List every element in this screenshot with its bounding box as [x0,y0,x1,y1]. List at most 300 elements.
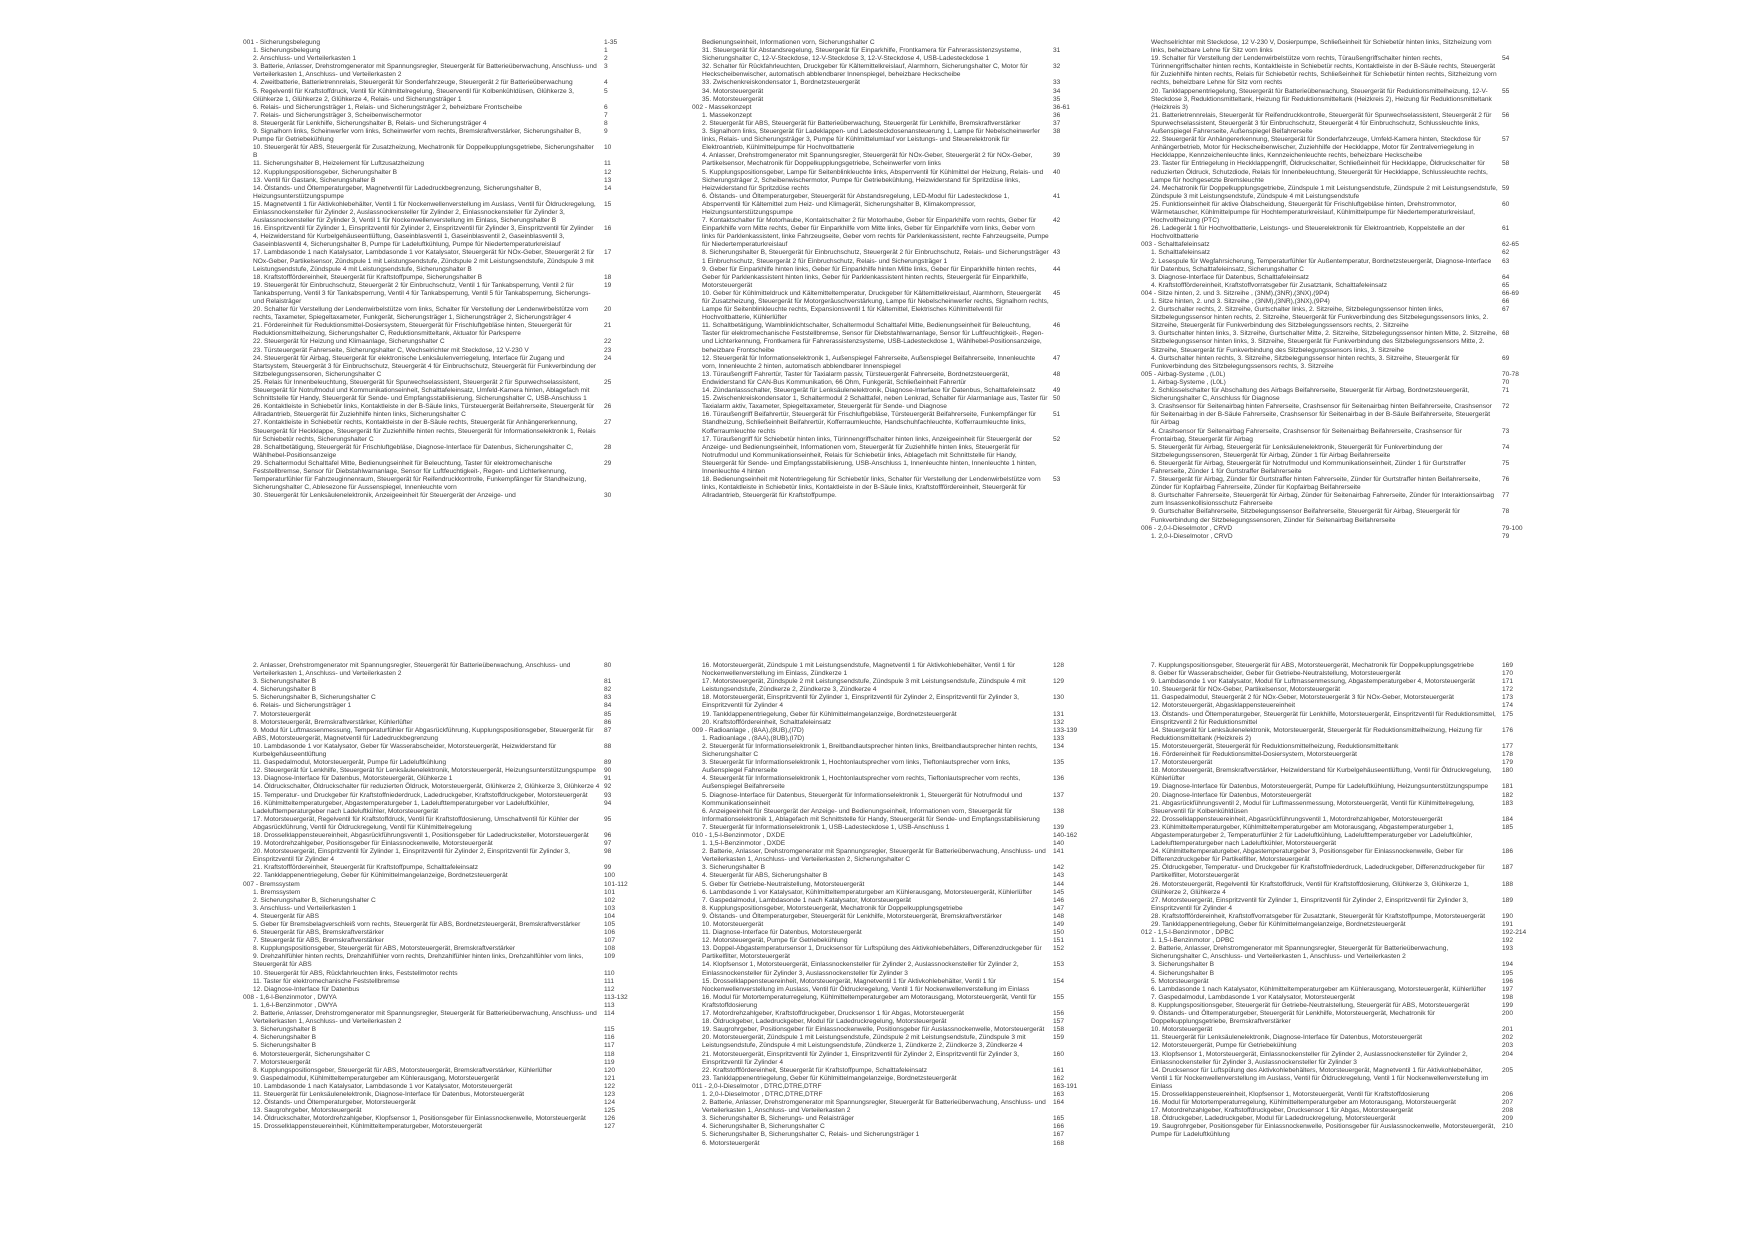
toc-entry-page: 26 [604,403,612,411]
toc-entry [692,1018,1087,1026]
toc-entry-title: 9. Ölstands- und Öltemperaturgeber, Steuergerät für Lenkhilfe, Motorsteuergerät, Bremskraftverstärker [702,912,1002,920]
toc-entry-title: 17. Motordrehzahlgeber, Kraftstoffdruckgeber, Drucksensor 1 für Abgas, Motorsteuergerät [702,1010,964,1018]
toc-entry-title: 20. Tankklappenentriegelung, Steuergerät für Batterieüberwachung, Steuergerät für Reduktionsmittelheizung, 12-V-Steckdose 3, Reduktionsmitteltank, Heizung für Reduktionsmitteltank (Heizkreis 2), Heizung für Reduktionsmitteltank (Heizkreis 3) [1151,87,1492,111]
toc-entry-title: 4. Gurtschalter hinten rechts, 3. Sitzreihe, Sitzbelegungssensor hinten rechts, 3. Sitzreihe, Steuergerät für Funkverbindung des Sitzbelegungssensors rechts, 3. Sitzreihe [1151,354,1460,370]
toc-section-entry [243,881,638,889]
toc-entry-title: 12. Diagnose-Interface für Datenbus [253,985,360,993]
toc-entry-page: 162 [1053,1074,1065,1082]
toc-entry-page: 77 [1502,492,1510,500]
toc-entry [243,945,638,953]
toc-entry-page: 66-69 [1502,289,1519,297]
toc-entry-page: 90 [604,767,612,775]
toc-entry-page: 192 [1502,937,1514,945]
toc-entry-page: 75 [1502,459,1510,467]
toc-entry-title: 7. Relais- und Sicherungsträger 3, Scheibenwischermotor [253,111,422,119]
toc-entry [243,322,638,338]
toc-entry [1141,136,1536,160]
toc-entry-title: 18. Öldruckgeber, Ladedruckgeber, Modul für Ladedruckregelung, Motorsteuergerät [1151,1115,1396,1123]
toc-entry-page: 4 [604,79,608,87]
toc-entry [692,249,1087,265]
toc-entry [243,249,638,273]
toc-entry-page: 165 [1053,1115,1065,1123]
toc-entry-page: 167 [1053,1131,1065,1139]
toc-entry-title: 9. Geber für Einparkhilfe hinten links, Geber für Einparkhilfe hinten Mitte links, Geber für Einparkhilfe hinten rechts, Geber für Parklenkassistent hinten links, Geber für Parklenkassistent hinten rechts, Steuergerät für Einparkhilfe, Motorsteuergerät [702,265,1037,289]
toc-entry [1141,1026,1536,1034]
toc-entry-page: 176 [1502,726,1514,734]
toc-entry [692,994,1087,1010]
toc-entry-page: 163 [1053,1090,1065,1098]
toc-entry-page: 93 [604,791,612,799]
toc-entry-page: 156 [1053,1010,1065,1018]
toc-entry-page: 181 [1502,783,1514,791]
toc-entry [1141,913,1536,921]
toc-entry [243,840,638,848]
toc-entry [243,986,638,994]
toc-entry-page: 199 [1502,1001,1514,1009]
toc-entry-page: 164 [1053,1099,1065,1107]
toc-entry [692,897,1087,905]
toc-entry-title: 10. Steuergerät für NOx-Geber, Partikelsensor, Motorsteuergerät [1151,686,1341,694]
toc-entry-page: 19 [604,281,612,289]
toc-entry-page: 56 [1502,111,1510,119]
toc-entry-page: 94 [604,799,612,807]
toc-entry [692,112,1087,120]
toc-entry [243,792,638,800]
toc-entry [692,848,1087,864]
toc-entry [1141,848,1536,864]
toc-entry-title: 11. Gaspedalmodul, Steuergerät 2 für NOx-Geber, Motorsteuergerät 3 für NOx-Geber, Motorsteuergerät [1151,694,1454,702]
toc-entry-title: 1. 2,0-l-Dieselmotor , CRVD [1151,532,1233,540]
toc-entry [1141,55,1536,87]
toc-entry-title: 13. Ölstands- und Öltemperaturgeber, Steuergerät für Lenkhilfe, Motorsteuergerät, Einspritzventil für Reduktionsmittel, Einspritzventil 2 für Reduktionsmittel [1151,710,1496,726]
toc-entry-page: 108 [604,945,616,953]
toc-entry-page: 146 [1053,896,1065,904]
toc-entry-title: 2. Anschluss- und Verteilerkasten 1 [253,55,356,63]
toc-entry-title: 9. Signalhorn links, Scheinwerfer vorn links, Scheinwerfer vorn rechts, Bremskraftverstärker, Sicherungshalter B, Pumpe für Getriebekühlung [253,128,581,144]
toc-entry-title: 5. Motorsteuergerät [1151,977,1209,985]
toc-entry-title: 13. Türaußengriff Fahrertür, Taster für Taxialarm passiv, Türsteuergerät Fahrerseite, Bordnetzsteuergerät, Endwiderstand für CAN-Bus Kommunikation, 66 Ohm, Funkgerät, Schließeinheit Fahrertür [702,370,1010,386]
toc-entry-title: 2. Schlüsselschalter für Abschaltung des Airbags Beifahrerseite, Steuergerät für Airbag, Bordnetzsteuergerät, Sicherungshalter C, Anschluss für Diagnose [1151,387,1470,403]
toc-entry-title: 4. Sicherungshalter B [253,1034,317,1042]
toc-entry [692,217,1087,249]
toc-entry-page: 43 [1053,249,1061,257]
toc-entry-title: 15. Drosselklappensteuereinheit, Motorsteuergerät, Magnetventil 1 für Aktivkohlebehälter, Ventil 1 für Nockenwellenverstellung im Auslass, Ventil für Öldruckregelung, Ventil 1 für Nockenwellenverstellung im Einlass [702,977,1030,993]
toc-entry-page: 76 [1502,476,1510,484]
toc-entry [243,767,638,775]
toc-entry-title: 17. Motordrehzahlgeber, Kraftstoffdruckgeber, Drucksensor 1 für Abgas, Motorsteuergerät [1151,1107,1413,1115]
toc-entry-title: 1. Airbag-Systeme , (L0L) [1151,378,1226,386]
toc-entry [692,395,1087,411]
toc-entry [1141,508,1536,524]
toc-entry-page: 166 [1053,1123,1065,1131]
toc-entry-title: 22. Drosselklappensteuereinheit, Abgasrückführungsventil 1, Motordrehzahlgeber, Motorsteuergerät [1151,815,1443,823]
toc-entry-page: 21 [604,322,612,330]
toc-entry [1141,1099,1536,1107]
toc-entry-title: 19. Saugrohrgeber, Positionsgeber für Einlassnockenwelle, Positionsgeber für Auslassnockenwelle, Motorsteuergerät [702,1026,1045,1034]
toc-entry-page: 132 [1053,718,1065,726]
toc-column [243,39,638,500]
toc-entry [243,88,638,104]
toc-entry-page: 183 [1502,799,1514,807]
toc-entry [692,808,1087,824]
toc-entry [243,120,638,128]
toc-entry-page: 205 [1502,1066,1514,1074]
toc-entry-page: 65 [1502,281,1510,289]
toc-entry-title: 11. Steuergerät für Lenksäulenelektronik, Diagnose-Interface für Datenbus, Motorsteuergerät [253,1090,525,1098]
toc-entry-title: 17. Türaußengriff für Schiebetür hinten links, Türinnengriffschalter hinten links, Anzeigeeinheit für Steuergerät der Anzeige- und Bedienungseinheit, Informationen vorn, Steuergerät für Zuziehhilfe hinten links, Steuergerät für Notrufmodul und Kommunikationseinheit, Relais für Schiebetür links, Ablagefach mit Schnittstelle für Handy, Steuergerät für Sende- und Empfangsstabilisierung, USB-Anschluss 1, Innenleuchte hinten, Innenleuchte 1 hinten, Innenleuchte 4 hinten [702,435,1037,475]
toc-entry-title: 3. Sicherungshalter B, Sicherungs- und Relaisträger [702,1115,855,1123]
toc-entry-title: 12. Motorsteuergerät, Pumpe für Getriebekühlung [702,937,848,945]
toc-entry-page: 160 [1053,1050,1065,1058]
toc-entry [243,1123,638,1131]
toc-entry-page: 39 [1053,152,1061,160]
toc-entry-title: 12. Motorsteuergerät, Pumpe für Getriebekühlung [1151,1042,1297,1050]
toc-entry [692,678,1087,694]
toc-entry-title: 3. Anschluss- und Verteilerkasten 1 [253,904,356,912]
toc-entry [1141,112,1536,136]
toc-entry-title: 21. Kraftstofffördereinheit, Steuergerät für Kraftstoffpumpe, Schalttafeleinsatz [253,864,479,872]
toc-entry-page: 174 [1502,702,1514,710]
toc-entry [1141,379,1536,387]
toc-entry [1141,1067,1536,1091]
toc-entry-title: 2. Batterie, Anlasser, Drehstromgenerator mit Spannungsregler, Steuergerät für Batterieüberwachung, Anschluss- und Verteilerkasten 1, Anschluss- und Verteilerkasten 2, Sicherungshalter C [702,848,1046,864]
toc-entry-title: 5. Sicherungshalter B, Sicherungshalter C [253,694,376,702]
toc-entry [692,889,1087,897]
toc-entry-title: 4. Steuergerät für Informationselektronik 1, Hochtonlautsprecher vorn rechts, Tieftonlautsprecher vorn rechts, Außenspiegel Beifahrerseite [702,775,1021,791]
toc-section-entry [1141,371,1536,379]
toc-entry-page: 14 [604,184,612,192]
toc-entry-title: 4. Sicherungshalter B [1151,969,1215,977]
toc-entry [243,953,638,969]
toc-entry-title: 11. Taster für elektromechanische Feststellbremse [253,977,400,985]
toc-column [1141,39,1536,541]
toc-entry-title: 33. Zwischenkreiskondensator 1, Bordnetzsteuergerät [702,79,860,87]
toc-entry-page: 134 [1053,742,1065,750]
toc-entry [243,921,638,929]
toc-entry-title: 7. Gaspedalmodul, Lambdasonde 1 vor Katalysator, Motorsteuergerät [1151,993,1355,1001]
toc-section-entry [243,994,638,1002]
toc-entry-title: 16. Motorsteuergerät, Zündspule 1 mit Leistungsendstufe, Magnetventil 1 für Aktivkohlebehälter, Ventil 1 für Nockenwellenverstellung im Einlass, Zündkerze 1 [702,662,1016,678]
toc-entry-title: 4. Anlasser, Drehstromgenerator mit Spannungsregler, Steuergerät für NOx-Geber, Steuergerät 2 für NOx-Geber, Partikelsensor, Mechatronik für Doppelkupplungsgetriebe, Scheinwerfer vorn links [702,152,1033,168]
toc-entry-title: 002 - Massekonzept [692,103,752,111]
toc-entry-title: 1. Schalttafeleinsatz [1151,249,1211,257]
toc-entry [243,872,638,880]
toc-entry [692,711,1087,719]
toc-entry-page: 198 [1502,993,1514,1001]
toc-entry-title: 18. Öldruckgeber, Ladedruckgeber, Modul für Ladedruckregelung, Motorsteuergerät [702,1018,947,1026]
toc-entry-title: 9. Lambdasonde 1 vor Katalysator, Modul für Luftmassenmessung, Abgastemperaturgeber 4, Motorsteuergerät [1151,678,1476,686]
toc-entry-title: 14. Öldruckschalter, Öldruckschalter für reduzierten Öldruck, Motorsteuergerät, Glühkerze 2, Glühkerze 3, Glühkerze 4 [253,783,600,791]
toc-entry-title: 26. Kontaktleiste in Schiebetür links, Kontaktleiste in der B-Säule links, Türsteuergerät Beifahrerseite, Steuergerät für Allradantrieb, Steuergerät für Zuziehhilfe hinten links, Sicherungshalter C [253,403,595,419]
toc-entry-title: 19. Motordrehzahlgeber, Positionsgeber für Einlassnockenwelle, Motorsteuergerät [253,840,493,848]
toc-entry [692,937,1087,945]
toc-entry-page: 69 [1502,354,1510,362]
toc-entry-page: 136 [1053,775,1065,783]
toc-entry-page: 192-214 [1502,929,1527,937]
toc-entry [1141,387,1536,403]
toc-entry [1141,533,1536,541]
toc-entry-title: 23. Kühlmitteltemperaturgeber, Kühlmitteltemperaturgeber am Motorausgang, Abgastemperaturgeber 1, Abgastemperaturgeber 2, Temperaturfühler 2 für Ladeluftkühlung, Ladelufttemperaturgeber vor Ladeluftkühler, Ladelufttemperaturgeber nach Ladeluftkühler, Motorsteuergerät [1151,823,1473,848]
toc-entry-title: 2. Anlasser, Drehstromgenerator mit Spannungsregler, Steuergerät für Batterieüberwachung, Anschluss- und Verteilerkasten 1, Anschluss- und Verteilerkasten 2 [253,662,571,678]
toc-entry-page: 125 [604,1107,616,1115]
toc-entry-title: 010 - 1,5-l-Benzinmotor , DXDE [692,831,785,839]
toc-entry-title: 13. Diagnose-Interface für Datenbus, Motorsteuergerät, Glühkerze 1 [253,775,453,783]
toc-entry [692,945,1087,961]
toc-entry [243,759,638,767]
toc-entry-title: 16. Modul für Motortemperaturregelung, Kühlmitteltemperaturgeber am Motorausgang, Motorsteuergerät, Ventil für Kraftstoffdosierung [702,993,1037,1009]
toc-entry-title: 4. Steuergerät für ABS, Sicherungshalter B [702,872,828,880]
toc-entry-title: 24. Steuergerät für Airbag, Steuergerät für elektronische Lenksäulenverriegelung, Interface für Zugang und Startsystem, Steuergerät 3 für Einbruchschutz, Steuergerät 4 für Einbruchschutz, Steuergerät für Funkverbindung der Sitzbelegungssensoren, Sicherungshalter C [253,354,597,378]
toc-column [692,662,1087,1148]
toc-entry-page: 141 [1053,848,1065,856]
toc-entry-title: 17. Motorsteuergerät [1151,759,1213,767]
toc-entry-page: 8 [604,119,608,127]
toc-entry-page: 96 [604,831,612,839]
toc-entry [243,338,638,346]
toc-entry [1141,670,1536,678]
toc-entry [692,1034,1087,1050]
toc-entry [692,47,1087,63]
toc-entry-page: 5 [604,87,608,95]
toc-entry-page: 196 [1502,977,1514,985]
toc-entry-page: 101-112 [604,880,628,888]
toc-entry-title: 6. Steuergerät für Airbag, Steuergerät für Notrufmodul und Kommunikationseinheit, Zünder 1 für Gurtstraffer Fahrerseite, Zünder 1 für Gurtstraffer Beifahrerseite [1151,459,1466,475]
toc-entry-page: 82 [604,686,612,694]
toc-entry-title: 16. Einspritzventil für Zylinder 1, Einspritzventil für Zylinder 2, Einspritzventil für Zylinder 3, Einspritzventil für Zylinder 4, Heizwiderstand für Kurbelgehäuseentlüftung, Gaseinblasventil 1, Gaseinblasventil 2, Gaseinblasventil 3, Gaseinblasventil 4, Sicherungshalter B, Pumpe für Ladeluftkühlung, Pumpe für Niedertemperaturkreislauf [253,225,594,249]
toc-entry-title: 7. Steuergerät für Airbag, Zünder für Gurtstraffer hinten Fahrerseite, Zünder für Gurtstraffer hinten Beifahrerseite, Zünder für Kopfairbag Fahrerseite, Zünder für Kopfairbag Beifahrerseite [1151,476,1481,492]
toc-entry-title: 28. Schaltbetätigung, Steuergerät für Frischluftgebläse, Diagnose-Interface für Datenbus, Sicherungshalter C, Wählhebel-Positionsanzeige [253,443,573,459]
toc-entry-page: 54 [1502,55,1510,63]
toc-entry-title: 8. Kupplungspositionsgeber, Steuergerät für Getriebe-Neutralstellung, Steuergerät für ABS, Motorsteuergerät [1151,1001,1470,1009]
toc-entry [692,322,1087,354]
toc-entry [1141,330,1536,354]
toc-entry-page: 52 [1053,435,1061,443]
toc-entry-title: 4. Crashsensor für Seitenairbag Fahrerseite, Crashsensor für Seitenairbag Beifahrerseite, Crashsensor für Frontairbag, Steuergerät für Airbag [1151,427,1462,443]
toc-entry-title: 5. Regelventil für Kraftstoffdruck, Ventil für Kühlmittelregelung, Steuerventil für Kolbenkühldüsen, Glühkerze 3, Glühkerze 1, Glühkerze 2, Glühkerze 4, Relais- und Sicherungsträger 1 [253,87,574,103]
toc-entry-title: 3. Sicherungshalter B [253,678,317,686]
toc-entry [243,177,638,185]
toc-entry-title: 20. Motorsteuergerät, Einspritzventil für Zylinder 1, Einspritzventil für Zylinder 2, Einspritzventil für Zylinder 3, Einspritzventil für Zylinder 4 [253,848,570,864]
toc-entry-title: 25. Funktionseinheit für aktive Ölabscheidung, Steuergerät für Frischluftgebläse hinten, Drehstrommotor, Wärmetauscher, Kühlmittelpumpe für Hochtemperaturkreislauf, Kühlmittelpumpe für Niedertemperaturkreislauf, Hochvoltheizung (PTC) [1151,200,1475,225]
toc-entry [1141,694,1536,702]
toc-entry [1141,711,1536,727]
toc-entry-page: 187 [1502,864,1514,872]
toc-entry [692,96,1087,104]
toc-entry-title: 1. 2,0-l-Dieselmotor , DTRC,DTRE,DTRF [702,1090,823,1098]
toc-entry-title: 14. Klopfsensor 1, Motorsteuergerät, Einlassnockensteller für Zylinder 2, Auslassnockensteller für Zylinder 2, Einlassnockensteller für Zylinder 3, Auslassnockensteller für Zylinder 3 [702,961,1019,977]
toc-entry-title: 008 - 1,6-l-Benzinmotor , DWYA [243,993,337,1001]
toc-entry-page: 130 [1053,694,1065,702]
toc-entry-title: 1. 1,5-l-Benzinmotor , DXDE [702,840,786,848]
toc-entry-title: Bedienungseinheit, Informationen vorn, Sicherungshalter C [702,39,875,46]
toc-entry-page: 6 [604,103,608,111]
toc-entry-page: 179 [1502,759,1514,767]
toc-entry [243,1002,638,1010]
toc-entry [243,1010,638,1026]
toc-entry-title: 23. Türsteuergerät Fahrerseite, Sicherungshalter C, Wechselrichter mit Steckdose, 12 V-230 V [253,346,529,354]
toc-entry-page: 178 [1502,751,1514,759]
toc-entry [243,1075,638,1083]
toc-entry-title: 21. Motorsteuergerät, Einspritzventil für Zylinder 1, Einspritzventil für Zylinder 2, Einspritzventil für Zylinder 3, Einspritzventil für Zylinder 4 [702,1050,1019,1066]
toc-entry-page: 143 [1053,872,1065,880]
toc-entry-title: 20. Schalter für Verstellung der Lendenwirbelstütze vorn links, Schalter für Verstellung der Lendenwirbelstütze vorn rechts, Taxameter, Spiegeltaxameter, Funkgerät, Sicherungsträger 1, Sicherungsträger 2, Sicherungsträger 4 [253,306,589,322]
toc-entry-page: 100 [604,872,616,880]
toc-entry-page: 57 [1502,136,1510,144]
toc-entry-page: 109 [604,953,616,961]
toc-entry-title: 18. Kraftstofffördereinheit, Steuergerät für Kraftstoffpumpe, Sicherungshalter B [253,273,483,281]
toc-entry [1141,201,1536,225]
toc-entry [692,913,1087,921]
toc-entry-page: 111 [604,977,615,985]
toc-entry-page: 159 [1053,1034,1065,1042]
toc-entry-title: 1. Sitze hinten, 2. und 3. Sitzreihe , (3NM),(3NR),(3NX),(9P4) [1151,298,1330,305]
toc-entry-title: 8. Kupplungspositionsgeber, Steuergerät für ABS, Motorsteuergerät, Bremskraftverstärker, Kühlerlüfter [253,1066,553,1074]
toc-entry-page: 169 [1502,662,1514,669]
toc-entry [1141,444,1536,460]
toc-entry [1141,816,1536,824]
toc-entry-page: 87 [604,726,612,734]
toc-column [243,662,638,1131]
toc-entry-page: 18 [604,273,612,281]
toc-entry-title: 6. Steuergerät für ABS, Bremskraftverstärker [253,929,384,937]
toc-entry-title: 15. Drosselklappensteuereinheit, Klopfsensor 1, Motorsteuergerät, Ventil für Kraftstoffdosierung [1151,1090,1430,1098]
toc-entry-page: 112 [604,985,615,993]
toc-entry [1141,727,1536,743]
toc-entry-page: 2 [604,55,608,63]
toc-entry-title: 17. Lambdasonde 1 nach Katalysator, Lambdasonde 1 vor Katalysator, Steuergerät für NOx-Geber, Steuergerät 2 für NOx-Geber, Partikelsensor, Zündspule 1 mit Leistungsendstufe, Zündspule 2 mit Leistungsendstufe, Zündspule 3 mit Leistungsendstufe, Zündspule 4 mit Leistungsendstufe, Sicherungshalter B [253,249,595,273]
toc-entry [1141,800,1536,816]
toc-entry-page: 13 [604,176,612,184]
toc-entry-page: 104 [604,912,616,920]
toc-entry-title: 12. Motorsteuergerät, Abgasklappensteuereinheit [1151,702,1296,710]
toc-entry [243,444,638,460]
toc-entry-page: 137 [1053,791,1065,799]
toc-entry-page: 25 [604,378,612,386]
toc-entry-title: 23. Tankklappenentriegelung, Geber für Kühlmittelmangelanzeige, Bordnetzsteuergerät [702,1074,957,1082]
toc-entry-page: 201 [1502,1026,1514,1034]
toc-entry-title: 11. Sicherungshalter B, Heizelement für Luftzusatzheizung [253,160,425,168]
toc-entry [692,775,1087,791]
toc-entry-title: Wechselrichter mit Steckdose, 12 V-230 V, Dosierpumpe, Schließeinheit für Schiebetür hinten links, Sitzheizung vorn links, beheizbare Lehne für Sitz vorn links [1151,39,1492,55]
toc-entry-page: 142 [1053,864,1065,872]
toc-entry [243,79,638,87]
toc-entry-page: 129 [1053,678,1065,686]
toc-entry-title: 12. Steuergerät für Lenkhilfe, Steuergerät für Lenksäulenelektronik, Motorsteuergerät, Heizungsunterstützungspumpe [253,767,597,775]
toc-entry [692,266,1087,290]
toc-entry [243,403,638,419]
toc-entry [1141,1034,1536,1042]
toc-entry-title: 9. Modul für Luftmassenmessung, Temperaturfühler für Abgasrückführung, Kupplungspositionsgeber, Steuergerät für ABS, Motorsteuergerät, Magnetventil für Ladedruckbegrenzung [253,726,594,742]
toc-entry [243,889,638,897]
toc-entry [243,201,638,225]
toc-entry [243,282,638,306]
toc-entry [692,662,1087,678]
toc-entry-page: 30 [604,492,612,500]
toc-entry [1141,39,1536,55]
toc-entry-title: 16. Türaußengriff Beifahrertür, Steuergerät für Frischluftgebläse, Türsteuergerät Beifahrerseite, Funkempfänger für Standheizung, Schließeinheit Beifahrertür, Kofferraumleuchte, Handschuhfachleuchte, Kofferraumleuchte links, Kofferraumleuchte rechts [702,411,1037,435]
toc-entry-title: 13. Doppel-Abgastemperatursensor 1, Drucksensor für Luftspülung des Aktivkohlebehälters, Differenzdruckgeber für Partikelfilter, Motorsteuergerät [702,945,1042,961]
toc-entry-title: 2. Gurtschalter rechts, 2. Sitzreihe, Gurtschalter links, 2. Sitzreihe, Sitzbelegungssensor hinten links, Sitzbelegungssensor hinten rechts, 2. Sitzreihe, Steuergerät für Funkverbindung des Sitzbelegungssensors links, 2. Sitzreihe, Steuergerät für Funkverbindung des Sitzbelegungssensors rechts, 2. Sitzreihe [1151,306,1489,330]
toc-entry-title: 4. Steuergerät für ABS [253,912,319,920]
toc-entry-page: 61 [1502,225,1510,233]
toc-entry-page: 33 [1053,79,1061,87]
toc-entry-page: 23 [604,346,612,354]
toc-entry [243,978,638,986]
toc-entry-page: 83 [604,694,612,702]
toc-entry [243,169,638,177]
toc-entry-page: 185 [1502,823,1514,831]
toc-entry-title: 8. Kupplungspositionsgeber, Motorsteuergerät, Mechatronik für Doppelkupplungsgetriebe [702,904,963,912]
toc-entry [692,39,1087,47]
toc-entry [243,970,638,978]
toc-entry-page: 40 [1053,168,1061,176]
toc-entry-page: 155 [1053,993,1065,1001]
toc-entry [243,185,638,201]
toc-entry [692,1123,1087,1131]
toc-entry-page: 48 [1053,370,1061,378]
toc-entry-title: 24. Kühlmitteltemperaturgeber, Abgastemperaturgeber 3, Positionsgeber für Einlassnockenwelle, Geber für Differenzdruckgeber für Partikelfilter, Motorsteuergerät [1151,848,1464,864]
toc-entry-page: 113-132 [604,993,628,1001]
toc-entry-title: 3. Crashsensor für Seitenairbag hinten Fahrerseite, Crashsensor für Seitenairbag hinten Beifahrerseite, Crashsensor für Seitenairbag in der B-Säule Fahrerseite, Crashsensor für Seitenairbag in der B-Säule Beifahrerseite, Steuergerät für Airbag [1151,403,1492,427]
toc-entry [243,913,638,921]
toc-entry [692,1010,1087,1018]
toc-entry-title: 15. Drosselklappensteuereinheit, Kühlmitteltemperaturgeber, Motorsteuergerät [253,1123,483,1131]
toc-entry [243,816,638,832]
toc-entry-page: 36 [1053,111,1061,119]
toc-entry-page: 17 [604,249,612,257]
toc-entry-page: 117 [604,1042,615,1050]
toc-entry [1141,1123,1536,1139]
toc-entry-title: 10. Lambdasonde 1 nach Katalysator, Lambdasonde 1 vor Katalysator, Motorsteuergerät [253,1082,513,1090]
toc-entry-title: 19. Tankklappenentriegelung, Geber für Kühlmittelmangelanzeige, Bordnetzsteuergerät [702,710,957,718]
toc-entry-page: 27 [604,419,612,427]
toc-column [692,39,1087,500]
toc-entry-page: 173 [1502,694,1514,702]
toc-entry [692,921,1087,929]
toc-entry [692,1115,1087,1123]
toc-entry-page: 67 [1502,306,1510,314]
toc-entry [692,719,1087,727]
toc-entry-page: 35 [1053,95,1061,103]
toc-entry-title: 7. Kupplungspositionsgeber, Steuergerät für ABS, Motorsteuergerät, Mechatronik für Doppelkupplungsgetriebe [1151,662,1474,669]
toc-entry-page: 154 [1053,977,1065,985]
toc-entry-title: 2. Sicherungshalter B, Sicherungshalter C [253,896,376,904]
toc-entry-page: 79-100 [1502,524,1523,532]
toc-entry-page: 193 [1502,945,1514,953]
toc-entry-title: 10. Motorsteuergerät [1151,1026,1213,1034]
toc-entry-page: 15 [604,200,612,208]
toc-entry-title: 34. Motorsteuergerät [702,87,764,95]
toc-entry-page: 113 [604,1001,615,1009]
toc-entry-page: 3 [604,63,608,71]
toc-entry-page: 119 [604,1058,615,1066]
toc-entry [692,978,1087,994]
toc-entry [692,929,1087,937]
toc-entry-page: 53 [1053,476,1061,484]
toc-entry-title: 32. Schalter für Rückfahrleuchten, Druckgeber für Kältemittelkreislauf, Alarmhorn, Sicherungshalter C, Motor für Heckscheibenwischer, automatisch abblendbarer Innenspiegel, beheizbare Heckscheibe [702,63,1028,79]
toc-entry-page: 105 [604,921,616,928]
toc-entry [243,274,638,282]
toc-entry-title: 27. Motorsteuergerät, Einspritzventil für Zylinder 1, Einspritzventil für Zylinder 2, Einspritzventil für Zylinder 3, Einspritzventil für Zylinder 4 [1151,896,1468,912]
toc-entry-page: 133 [1053,734,1065,742]
toc-entry [1141,686,1536,694]
toc-entry [1141,403,1536,427]
toc-entry-page: 42 [1053,217,1061,225]
toc-entry [243,225,638,249]
toc-entry [1141,986,1536,994]
toc-entry [243,662,638,678]
toc-entry [243,1067,638,1075]
